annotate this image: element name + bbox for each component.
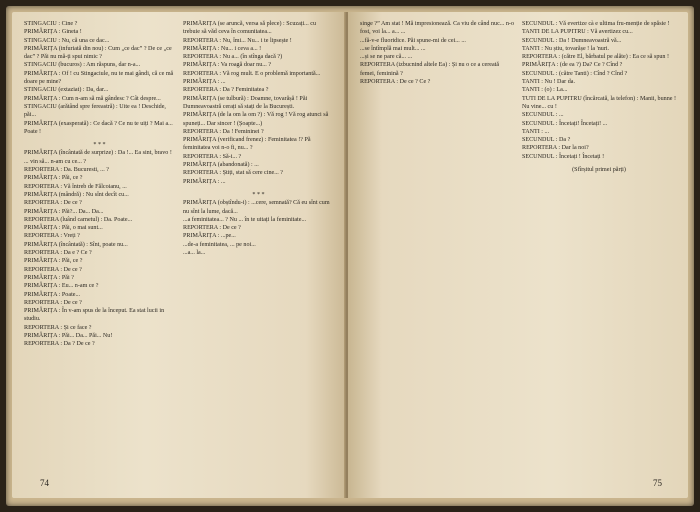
text-paragraph: PRIMĂRIȚA : Poate...: [24, 291, 81, 298]
text-paragraph: ...și se ne pare că... ...: [360, 54, 413, 61]
text-paragraph: PRIMĂRIȚA (de la om la om ?) : Vă rog ! Vă rog atunci să spuneți... Dar sincer ! (Șoapte...): [183, 112, 329, 127]
text-paragraph: REPORTERA : Da. Bucuresti, ... ?: [24, 167, 109, 174]
page-number-left: 74: [40, 478, 49, 488]
text-paragraph: PRIMĂRIȚA : Nu... i ceva a... !: [183, 45, 262, 52]
text-paragraph: REPORTERA : Dar la noi?: [522, 145, 589, 152]
text-paragraph: PRIMĂRIȚA (exasperată) : Ce dacă ? Ce nu te uiți ? Mai a... Poate !: [24, 120, 173, 135]
text-paragraph: (Sfîrșitul primei părți): [572, 167, 626, 174]
text-paragraph: PRIMĂRIȚA (încântată) : Sînt, poate nu...: [24, 241, 128, 248]
text-paragraph: SECUNDUL : Da ! Dumneavoastră vă...: [522, 37, 622, 44]
text-paragraph: PRIMĂRIȚA (se tulbură) : Doamne, tovarășă ! Păi Dumneavoastră cerați să stați de la București.: [183, 95, 308, 110]
text-paragraph: PRIMĂRIȚA (abandonată) : ...: [183, 162, 259, 169]
text-paragraph: PRIMĂRIȚA : În v-am spus de la început. Ea stat lucii in studiu.: [24, 308, 165, 323]
text-paragraph: PRIMĂRIȚA : Gineta !: [24, 29, 82, 36]
right-page: [348, 12, 688, 498]
text-paragraph: PRIMĂRIȚA : ...: [183, 79, 226, 86]
text-paragraph: SECUNDUL : Încetați! Încetați! ...: [522, 120, 608, 127]
text-paragraph: PRIMĂRIȚA : ...: [183, 178, 226, 185]
left-page: [12, 12, 346, 498]
text-paragraph: SECUNDUL : Vă evertize cà e ultima fru-menție de spăsie !: [522, 21, 670, 27]
text-paragraph: PRIMĂRIȚA : Of ! cu Stingaciule, nu te mai gândi, că ce mă doare pe mine?: [24, 70, 174, 86]
text-paragraph: PRIMĂRIȚA (obștîndu-i) : ...cere, semnată? Că eu sînt cum nu sînt la lume, dacă...: [183, 200, 330, 215]
text-paragraph: PRIMĂRIȚA : Păi... Da... Păi... Nu!: [24, 332, 113, 339]
text-paragraph: PRIMĂRIȚA : (de ea ?) Da? Ce ? Cînd ?: [522, 62, 623, 69]
text-paragraph: REPORTERA : De ce ? Ce ?: [360, 79, 431, 86]
text-paragraph: STINGACIU (bucuros) : Am răspuns, dar n-a...: [24, 62, 141, 69]
text-paragraph: ...se întîmplă mai mult... ...: [360, 45, 426, 52]
text-paragraph: * * *: [93, 142, 106, 149]
text-paragraph: TANTI : Nu ! Dar da.: [522, 79, 575, 86]
text-paragraph: ...fă-v-e fluoridice. Păi spune-mi de cei... ...: [360, 37, 466, 44]
text-paragraph: PRIMĂRIȚA : Păi ?: [24, 274, 74, 281]
text-paragraph: SECUNDUL : Încetați ! Încetați !: [522, 153, 605, 160]
text-paragraph: TANTI : ...: [522, 128, 550, 135]
text-paragraph: TANTI DE LA PUPITRU : Vă avertizez cu...: [522, 29, 633, 36]
text-paragraph: PRIMĂRIȚA : Păi, ce ?: [24, 258, 83, 265]
text-paragraph: REPORTERA : Știți, stat să cere cine... ?: [183, 170, 283, 177]
text-paragraph: REPORTERA : Vă întreb de Fălcoianu, ...: [24, 183, 127, 190]
book: [6, 6, 694, 506]
text-paragraph: STINGACIU : Cine ?: [24, 21, 78, 27]
text-paragraph: ...a feminitatea... ? Nu ... în te uitați la feminitate...: [183, 216, 307, 223]
text-paragraph: REPORTERA : De ce ?: [24, 200, 82, 207]
left-page-column-2: [183, 20, 334, 470]
text-paragraph: REPORTERA : Nu a... (în stînga dacă ?): [183, 54, 283, 61]
text-paragraph: PRIMĂRIȚA (se aruncă, versa să plece) : Scuzați... cu trebuie să văd ceva în comunitatea...: [183, 21, 317, 36]
text-paragraph: REPORTERA : Vreți ?: [24, 233, 80, 240]
left-page-column-1: [24, 20, 175, 470]
text-paragraph: REPORTERA : (către El, bărbatul pe alăte) : Ea ce să spun !: [522, 54, 670, 61]
text-paragraph: STINGACIU : Nu, că una ce dac...: [24, 37, 110, 44]
text-paragraph: PRIMĂRIȚA : Păi, ce ?: [24, 175, 83, 182]
text-paragraph: PRIMĂRIȚA (mândră) : Nu sînt decît cu...: [24, 191, 129, 198]
text-paragraph: PRIMĂRIȚA (infuriată din nou) : Cum „ce dac” ? De ce „ce dac” ? Păi nu mă-ți spui nimic ?: [24, 45, 172, 61]
text-paragraph: REPORTERA (luând carnetul) : Da. Poate...: [24, 216, 133, 223]
right-page-column-1: [360, 20, 514, 470]
text-paragraph: TUTI DE LA PUPITRU (încărcată, la telefon) : Manii, bunne ! Nu vine... cu !: [522, 95, 676, 110]
text-paragraph: SECUNDUL : ...: [522, 112, 564, 119]
text-paragraph: ...a... la...: [183, 250, 206, 257]
text-paragraph: PRIMĂRIȚA : ...pe...: [183, 233, 236, 240]
text-paragraph: PRIMĂRIȚA : Va roagă doar nu... ?: [183, 62, 272, 69]
text-paragraph: REPORTERA : De ce ?: [24, 299, 82, 306]
text-paragraph: REPORTERA : Da ? De ce ?: [24, 341, 95, 348]
text-paragraph: singe ?” Am stat ! Mă impresionează. Ca viu de când nuc... n-o fost, voi la... a... ...: [360, 21, 514, 36]
text-paragraph: REPORTERA (izbucnind altele Ea) : Și nu o ce a cereată femei, feminină ?: [360, 62, 500, 77]
text-paragraph: REPORTERA : Și ce face ?: [24, 324, 92, 331]
text-paragraph: REPORTERA : De ce ?: [183, 225, 241, 232]
text-paragraph: REPORTERA : De ce ?: [24, 266, 82, 273]
text-paragraph: SECUNDUL : Da ?: [522, 137, 571, 144]
text-paragraph: REPORTERA : Să-i... ?: [183, 153, 242, 160]
text-paragraph: PRIMĂRIȚA : Cum n-am să mă gândesc ? Cât despre...: [24, 95, 161, 102]
text-paragraph: REPORTERA : Da e ? Ce ?: [24, 250, 92, 257]
text-paragraph: REPORTERA : Vă rog mult. E o problemă importantă...: [183, 70, 321, 77]
text-paragraph: * * *: [252, 191, 265, 198]
text-paragraph: PRIMĂRIȚA : Eu... n-am ce ?: [24, 283, 99, 290]
text-paragraph: REPORTERA : Da ! Femininei ?: [183, 128, 264, 135]
right-page-column-2: [522, 20, 676, 470]
text-paragraph: STINGACIU (arătând spre fereastră) : Uite ea ! Deschide, păi...: [24, 103, 166, 119]
text-paragraph: PRIMĂRIȚA : Păi?... Da... Da...: [24, 208, 104, 215]
text-paragraph: TANTI : (o) : La...: [522, 87, 568, 94]
text-paragraph: STINGACIU (extaziat) : Da, dar...: [24, 87, 109, 94]
page-number-right: 75: [653, 478, 662, 488]
text-paragraph: PRIMĂRIȚA (verificand frenez) : Feminitatea !? Pă feminitatea voi n-o fi, nu... ?: [183, 137, 311, 152]
text-paragraph: REPORTERA : Nu, îmi... Nu... i te lipsește !: [183, 37, 292, 44]
text-paragraph: PRIMĂRIȚA : Păi, o mai sunt...: [24, 225, 103, 232]
text-paragraph: ...de-a feminitatea, ... pe noi...: [183, 241, 256, 248]
text-paragraph: PRIMĂRIȚA (încântată de surprize) : Da !... Ea sint, bravo ! ... vin să... n-am cu ce... ?: [24, 150, 172, 165]
text-paragraph: REPORTERA : Da ? Feminitatea ?: [183, 87, 269, 94]
text-paragraph: SECUNDUL : (către Tanti) : Cînd ? Cînd ?: [522, 70, 628, 77]
text-paragraph: TANTI : Nu știu, tovarășe ! la 'nuri.: [522, 45, 610, 52]
